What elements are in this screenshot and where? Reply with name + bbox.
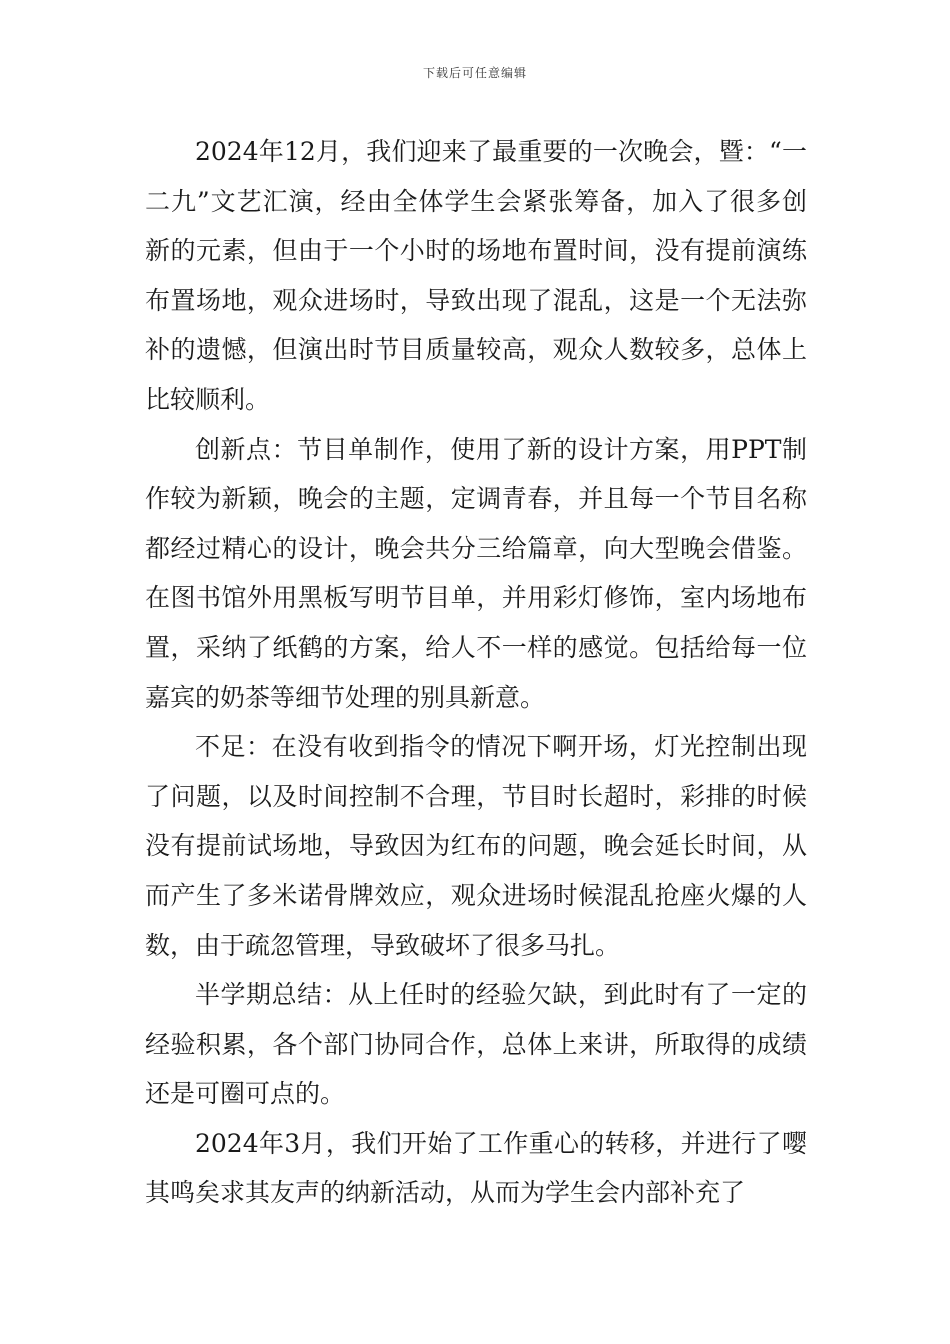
paragraph-recruitment: 2024年3月，我们开始了工作重心的转移，并进行了嘤其鸣矣求其友声的纳新活动，从而为学生会内部补充了 xyxy=(145,1128,807,1208)
paragraph-shortcomings: 不足：在没有收到指令的情况下啊开场，灯光控制出现了问题，以及时间控制不合理，节目时长超时，彩排的时候没有提前试场地，导致因为红布的问题，晚会延长时间，从而产生了多米诺骨牌效应，观众进场时候混乱抢座火爆的人数，由于疏忽管理，导致破坏了很多马扎。 xyxy=(145,732,807,960)
paragraph-innovations: 创新点：节目单制作，使用了新的设计方案，用PPT制作较为新颖，晚会的主题，定调青春，并且每一个节目名称都经过精心的设计，晚会共分三给篇章，向大型晚会借鉴。在图书馆外用黑板写明节目单，并用彩灯修饰，室内场地布置，采纳了纸鹤的方案，给人不一样的感觉。包括给每一位嘉宾的奶茶等细节处理的别具新意。 xyxy=(145,434,807,712)
document-body xyxy=(145,127,807,1218)
paragraph-half-term-summary: 半学期总结：从上任时的经验欠缺，到此时有了一定的经验积累，各个部门协同合作，总体上来讲，所取得的成绩还是可圈可点的。 xyxy=(145,980,807,1109)
page-header: 下载后可任意编辑 xyxy=(422,66,527,80)
paragraph-gala-summary: 2024年12月，我们迎来了最重要的一次晚会，暨：“一二九”文艺汇演，经由全体学生会紧张筹备，加入了很多创新的元素，但由于一个小时的场地布置时间，没有提前演练布置场地，观众进场时，导致出现了混乱，这是一个无法弥补的遗憾，但演出时节目质量较高，观众人数较多，总体上比较顺利。 xyxy=(145,137,807,414)
